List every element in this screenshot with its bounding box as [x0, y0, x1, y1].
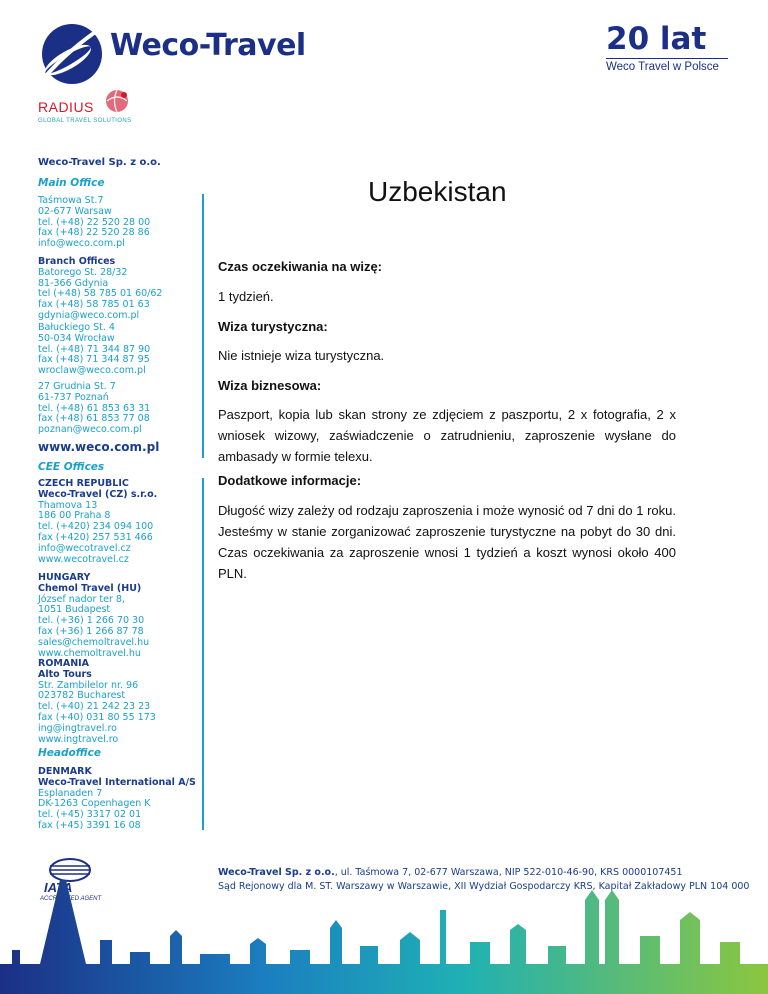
- fax-line: fax (+40) 031 80 55 173: [38, 711, 156, 723]
- office-company: Chemol Travel (HU): [38, 582, 142, 594]
- sidebar-divider: [202, 194, 204, 458]
- address-line: József nador ter 8,: [38, 593, 125, 605]
- address-line: Str. Zambilelor nr. 96: [38, 679, 139, 691]
- footer-address: , ul. Taśmowa 7, 02-677 Warszawa, NIP 522-010-46-90, KRS 0000107451: [334, 867, 683, 878]
- fax-line: fax (+45) 3391 16 08: [38, 819, 141, 831]
- main-office-heading: Main Office: [38, 177, 105, 189]
- additional-info-heading: Dodatkowe informacje:: [218, 473, 362, 488]
- business-visa-heading: Wiza biznesowa:: [218, 378, 322, 393]
- anniversary-subtitle: Weco Travel w Polsce: [606, 61, 719, 73]
- iata-accredited-label: ACCREDITED AGENT: [40, 896, 102, 902]
- country-name: HUNGARY: [38, 572, 91, 583]
- tourist-visa-heading: Wiza turystyczna:: [218, 319, 328, 334]
- address-line: Batorego St. 28/32: [38, 266, 128, 278]
- wait-time-heading: Czas oczekiwania na wizę:: [218, 259, 383, 274]
- headoffice-heading: Headoffice: [38, 747, 102, 759]
- country-name: ROMANIA: [38, 658, 90, 669]
- phone-line: tel. (+40) 21 242 23 23: [38, 701, 151, 713]
- branch-offices-heading: Branch Offices: [38, 256, 116, 267]
- address-line: Bałuckiego St. 4: [38, 322, 115, 333]
- skyline-illustration-icon: [0, 880, 768, 994]
- email-link[interactable]: info@wecotravel.cz: [38, 542, 131, 554]
- sidebar-divider: [202, 478, 204, 830]
- romania-office: [38, 659, 156, 745]
- address-line: 61-737 Poznań: [38, 391, 109, 403]
- address-line: 1051 Budapest: [38, 604, 111, 616]
- fax-line: fax (+420) 257 531 466: [38, 531, 153, 543]
- fax-line: fax (+48) 61 853 77 08: [38, 413, 150, 425]
- email-link[interactable]: gdynia@weco.com.pl: [38, 309, 140, 321]
- czech-office: [38, 479, 157, 565]
- fax-line: fax (+36) 1 266 87 78: [38, 625, 144, 637]
- branch-wroclaw-address: [38, 323, 150, 377]
- address-line: Esplanaden 7: [38, 787, 103, 799]
- website-link[interactable]: www.ingtravel.ro: [38, 733, 119, 745]
- brand-name: Weco-Travel: [110, 28, 306, 63]
- additional-info-value: Długość wizy zależy od rodzaju zaproszenia i może wynosić od 7 dni do 1 roku. Jesteśmy w stanie zorganizować zaproszenie turystyczne na pobyt do 30 dni. Czas oczekiwania za zaproszenie wnosi 1 tydzień a koszt wynosi około 400 PLN.: [218, 503, 676, 581]
- phone-line: tel. (+420) 234 094 100: [38, 521, 154, 533]
- fax-line: fax (+48) 22 520 28 86: [38, 227, 150, 239]
- email-link[interactable]: wroclaw@weco.com.pl: [38, 365, 146, 377]
- fax-line: fax (+48) 58 785 01 63: [38, 299, 150, 311]
- office-company: Weco-Travel International A/S: [38, 776, 196, 788]
- business-visa-value: Paszport, kopia lub skan strony ze zdjęciem z paszportu, 2 x fotografia, 2 x wniosek wizowy, zaświadczenie o zatrudnieniu, zaproszenie wysłane do ambasady w formie telexu.: [218, 407, 676, 464]
- phone-line: tel (+48) 58 785 01 60/62: [38, 288, 163, 300]
- phone-line: tel. (+48) 61 853 63 31: [38, 402, 151, 414]
- country-name: CZECH REPUBLIC: [38, 478, 129, 489]
- page-title: Uzbekistan: [368, 176, 507, 207]
- phone-line: tel. (+48) 22 520 28 00: [38, 216, 151, 228]
- footer-company-name: Weco-Travel Sp. z o.o.: [218, 867, 335, 878]
- email-link[interactable]: ing@ingtravel.ro: [38, 722, 117, 734]
- address-line: 02-677 Warsaw: [38, 205, 112, 217]
- footer-registration: Sąd Rejonowy dla M. ST. Warszawy w Warszawie, XII Wydział Gospodarczy KRS, Kapitał Zakładowy PLN 104 000: [218, 881, 750, 892]
- address-line: 186 00 Praha 8: [38, 510, 111, 522]
- iata-logo-text: IATA: [44, 880, 73, 895]
- website-link[interactable]: www.wecotravel.cz: [38, 553, 129, 565]
- fax-line: fax (+48) 71 344 87 95: [38, 354, 150, 366]
- address-line: Taśmowa St.7: [38, 195, 104, 206]
- address-line: Thamova 13: [38, 499, 98, 511]
- sidebar-company: Weco-Travel Sp. z o.o.: [38, 157, 161, 168]
- address-line: DK-1263 Copenhagen K: [38, 798, 151, 810]
- email-link[interactable]: sales@chemoltravel.hu: [38, 636, 150, 648]
- wait-time-value: 1 tydzień.: [218, 289, 274, 304]
- country-name: DENMARK: [38, 766, 92, 777]
- email-link[interactable]: poznan@weco.com.pl: [38, 424, 142, 436]
- phone-line: tel. (+36) 1 266 70 30: [38, 615, 145, 627]
- radius-globe-icon: [104, 88, 130, 114]
- address-line: 023782 Bucharest: [38, 690, 126, 702]
- phone-line: tel. (+45) 3317 02 01: [38, 809, 142, 821]
- office-company: Weco-Travel (CZ) s.r.o.: [38, 488, 158, 500]
- anniversary-title: 20 lat: [606, 21, 707, 57]
- branch-poznan-address: [38, 382, 150, 436]
- address-line: 81-366 Gdynia: [38, 277, 109, 289]
- radius-logo-text: RADIUS: [38, 99, 94, 115]
- iata-globe-icon: [38, 858, 102, 882]
- anniversary-divider: [606, 58, 728, 59]
- email-link[interactable]: info@weco.com.pl: [38, 238, 125, 250]
- phone-line: tel. (+48) 71 344 87 90: [38, 343, 151, 355]
- weco-globe-logo-icon: [38, 20, 106, 88]
- tourist-visa-value: Nie istnieje wiza turystyczna.: [218, 348, 385, 363]
- hungary-office: [38, 573, 149, 659]
- website-link[interactable]: www.chemoltravel.hu: [38, 647, 141, 659]
- branch-gdynia-address: [38, 257, 162, 322]
- office-company: Alto Tours: [38, 668, 92, 680]
- address-line: 50-034 Wrocław: [38, 332, 115, 344]
- address-line: 27 Grudnia St. 7: [38, 381, 116, 392]
- main-office-address: [38, 196, 150, 250]
- radius-tagline: GLOBAL TRAVEL SOLUTIONS: [38, 118, 132, 124]
- cee-offices-heading: CEE Offices: [38, 461, 105, 473]
- denmark-office: [38, 767, 196, 832]
- website-link[interactable]: www.weco.com.pl: [38, 440, 160, 454]
